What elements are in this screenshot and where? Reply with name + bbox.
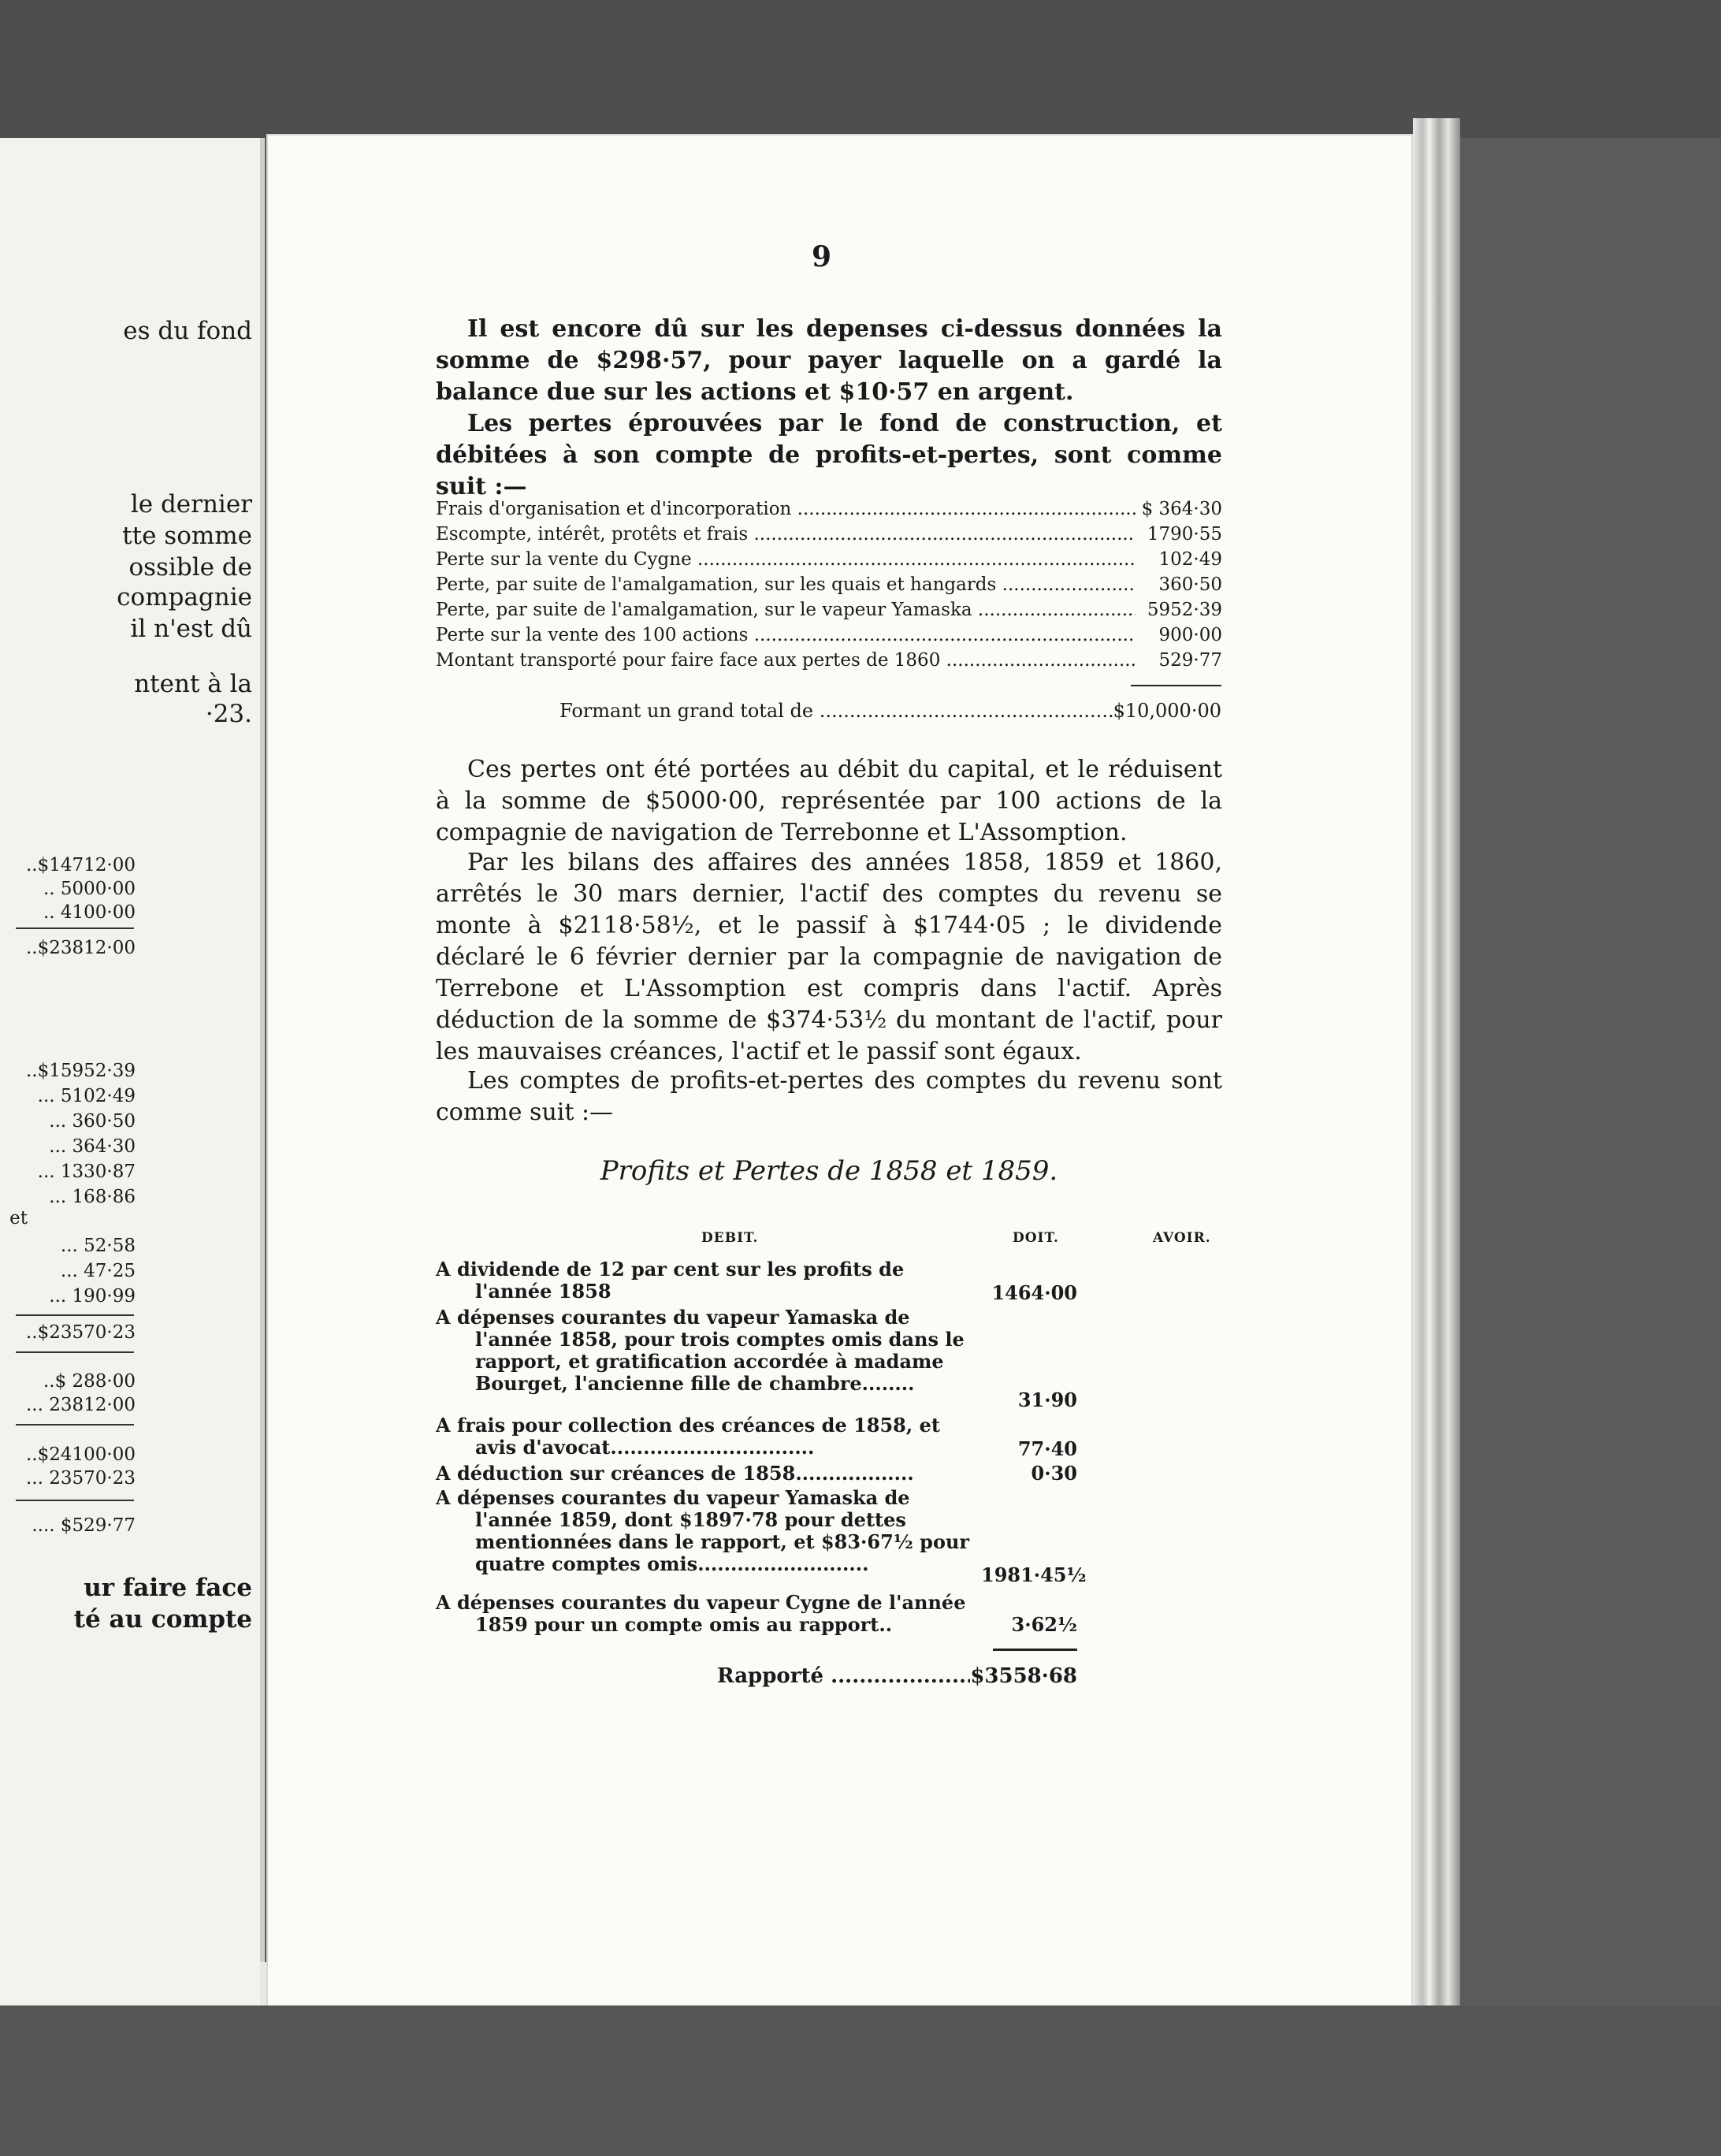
left-amount: .... $529·77 xyxy=(32,1515,136,1536)
page-number: 9 xyxy=(812,240,832,273)
debit-amount: 1981·45½ xyxy=(981,1563,1087,1586)
left-text-line: ·23. xyxy=(205,700,252,728)
paragraph-5: Les comptes de profits-et-pertes des comptes du revenu sont comme suit :— xyxy=(436,1067,1222,1126)
left-text-line: le dernier xyxy=(130,490,252,519)
left-amount: ... 360·50 xyxy=(49,1111,136,1132)
paragraph-3: Ces pertes ont été portées au débit du capital, et le réduisent à la somme de $5000·00, représentée par 100 actions de la compagnie de navigation de Terrebonne et L'Assomption. xyxy=(436,756,1222,846)
debit-amount: 1464·00 xyxy=(991,1281,1077,1304)
row-amount: 1790·55 xyxy=(1147,524,1222,545)
column-header-avoir: AVOIR. xyxy=(1153,1230,1211,1246)
left-text-line: il n'est dû xyxy=(130,615,252,643)
left-text-line: tte somme xyxy=(122,522,252,550)
left-amount: ... 1330·87 xyxy=(37,1162,136,1182)
left-amount: et xyxy=(9,1208,28,1229)
debit-entry: A frais pour collection des créances de 1858, et avis d'avocat............................... xyxy=(436,1414,940,1459)
section-title: Profits et Pertes de 1858 et 1859. xyxy=(600,1155,1058,1187)
left-amount: ... 168·86 xyxy=(49,1187,136,1207)
debit-amount: 0·30 xyxy=(1031,1462,1077,1485)
background-bottom xyxy=(0,2005,1721,2156)
row-amount: 360·50 xyxy=(1158,574,1222,595)
left-rule xyxy=(16,1351,134,1353)
left-page xyxy=(0,138,265,2005)
left-amount: ... 364·30 xyxy=(49,1136,136,1157)
left-amount: ... 47·25 xyxy=(60,1261,136,1281)
table-row xyxy=(436,547,1222,572)
left-rule xyxy=(16,1314,134,1316)
left-rule xyxy=(16,1424,134,1426)
table-row xyxy=(436,623,1222,648)
left-amount: ... 190·99 xyxy=(49,1286,136,1307)
debit-entry: A dépenses courantes du vapeur Cygne de l'année 1859 pour un compte omis au rapport.. xyxy=(436,1591,966,1636)
left-amount: ... 23570·23 xyxy=(26,1468,136,1489)
left-rule xyxy=(16,1500,134,1501)
left-text-line: ntent à la xyxy=(134,670,252,698)
left-amount: ..$ 288·00 xyxy=(43,1371,136,1392)
paragraph-1: Il est encore dû sur les depenses ci-dessus données la somme de $298·57, pour payer laquelle on a gardé la balance due sur les actions et $10·57 en argent. xyxy=(436,315,1222,406)
left-amount: ..$24100·00 xyxy=(26,1444,136,1465)
row-label: Frais d'organisation et d'incorporation ..... xyxy=(436,496,1136,522)
left-text-line: ur faire face xyxy=(84,1574,252,1602)
row-label: Perte sur la vente du Cygne ..... xyxy=(436,547,1136,572)
debit-amount: 3·62½ xyxy=(1011,1613,1077,1636)
left-amount: ..$23570·23 xyxy=(26,1322,136,1343)
row-label: Perte, par suite de l'amalgamation, sur les quais et hangards ..... xyxy=(436,572,1136,597)
row-label: Escompte, intérêt, protêts et frais ..... xyxy=(436,522,1136,547)
paragraph-4: Par les bilans des affaires des années 1858, 1859 et 1860, arrêtés le 30 mars dernier, l'actif des comptes du revenu se monte à $2118·58½, et le passif à $1744·05 ; le dividende déclaré le 6 février dernier par la compagnie de navigation de Terrebone et L'Assomption est compris dans l'actif. Après déduction de la somme de $374·53½ du montant de l'actif, pour les mauvaises créances, l'actif et le passif sont égaux. xyxy=(436,849,1222,1065)
debit-entry: A déduction sur créances de 1858.................. xyxy=(436,1462,914,1485)
rapport-rule xyxy=(993,1649,1077,1651)
total-rule xyxy=(1131,685,1221,686)
debit-entry: A dépenses courantes du vapeur Yamaska de l'année 1858, pour trois comptes omis dans le rapport, et gratification accordée à madame Bourget, l'ancienne fille de chambre........ xyxy=(436,1306,965,1395)
column-header-debit: DEBIT. xyxy=(701,1230,759,1246)
table-row xyxy=(436,648,1222,673)
row-amount: 900·00 xyxy=(1158,625,1222,645)
total-label: Formant un grand total de ..... xyxy=(559,697,1113,724)
row-amount: 102·49 xyxy=(1158,549,1222,570)
left-amount: ..$23812·00 xyxy=(26,938,136,958)
background-top xyxy=(0,0,1721,138)
row-amount: 5952·39 xyxy=(1147,600,1222,620)
left-amount: ..$14712·00 xyxy=(26,855,136,875)
left-text-line: té au compte xyxy=(73,1605,252,1634)
rapport-amount: $3558·68 xyxy=(970,1664,1077,1688)
total-amount: $10,000·00 xyxy=(1113,700,1221,722)
paragraph-2: Les pertes éprouvées par le fond de construction, et débitées à son compte de profits-et-pertes, sont comme suit :— xyxy=(436,410,1222,500)
debit-entry: A dépenses courantes du vapeur Yamaska de l'année 1859, dont $1897·78 pour dettes mentionnées dans le rapport, et $83·67½ pour quatre comptes omis.......................... xyxy=(436,1486,970,1575)
left-amount: ..$15952·39 xyxy=(26,1061,136,1081)
left-amount: ... 52·58 xyxy=(60,1236,136,1256)
column-header-doit: DOIT. xyxy=(1013,1230,1059,1246)
row-label: Perte sur la vente des 100 actions ..... xyxy=(436,623,1136,648)
losses-total xyxy=(559,697,1221,724)
left-rule xyxy=(16,927,134,929)
left-text-line: es du fond xyxy=(123,317,252,345)
left-text-line: ossible de xyxy=(128,553,252,582)
row-amount: $ 364·30 xyxy=(1141,499,1222,519)
table-row xyxy=(436,572,1222,597)
left-amount: ... 5102·49 xyxy=(37,1086,136,1106)
left-amount: .. 4100·00 xyxy=(43,902,136,923)
left-amount: .. 5000·00 xyxy=(43,879,136,899)
page-stack-edge xyxy=(1413,118,1460,2037)
debit-amount: 77·40 xyxy=(1017,1437,1077,1460)
debit-amount: 31·90 xyxy=(1017,1388,1077,1411)
row-amount: 529·77 xyxy=(1158,650,1222,671)
table-row xyxy=(436,522,1222,547)
debit-entry: A dividende de 12 par cent sur les profits de l'année 1858 xyxy=(436,1258,905,1303)
losses-table xyxy=(436,496,1222,673)
rapport-row xyxy=(717,1663,1077,1689)
rapport-label: Rapporté ..... xyxy=(717,1663,970,1689)
row-label: Perte, par suite de l'amalgamation, sur le vapeur Yamaska ..... xyxy=(436,597,1136,623)
table-row xyxy=(436,597,1222,623)
row-label: Montant transporté pour faire face aux pertes de 1860 ..... xyxy=(436,648,1136,673)
left-amount: ... 23812·00 xyxy=(26,1395,136,1415)
table-row xyxy=(436,496,1222,522)
left-text-line: compagnie xyxy=(117,583,252,611)
